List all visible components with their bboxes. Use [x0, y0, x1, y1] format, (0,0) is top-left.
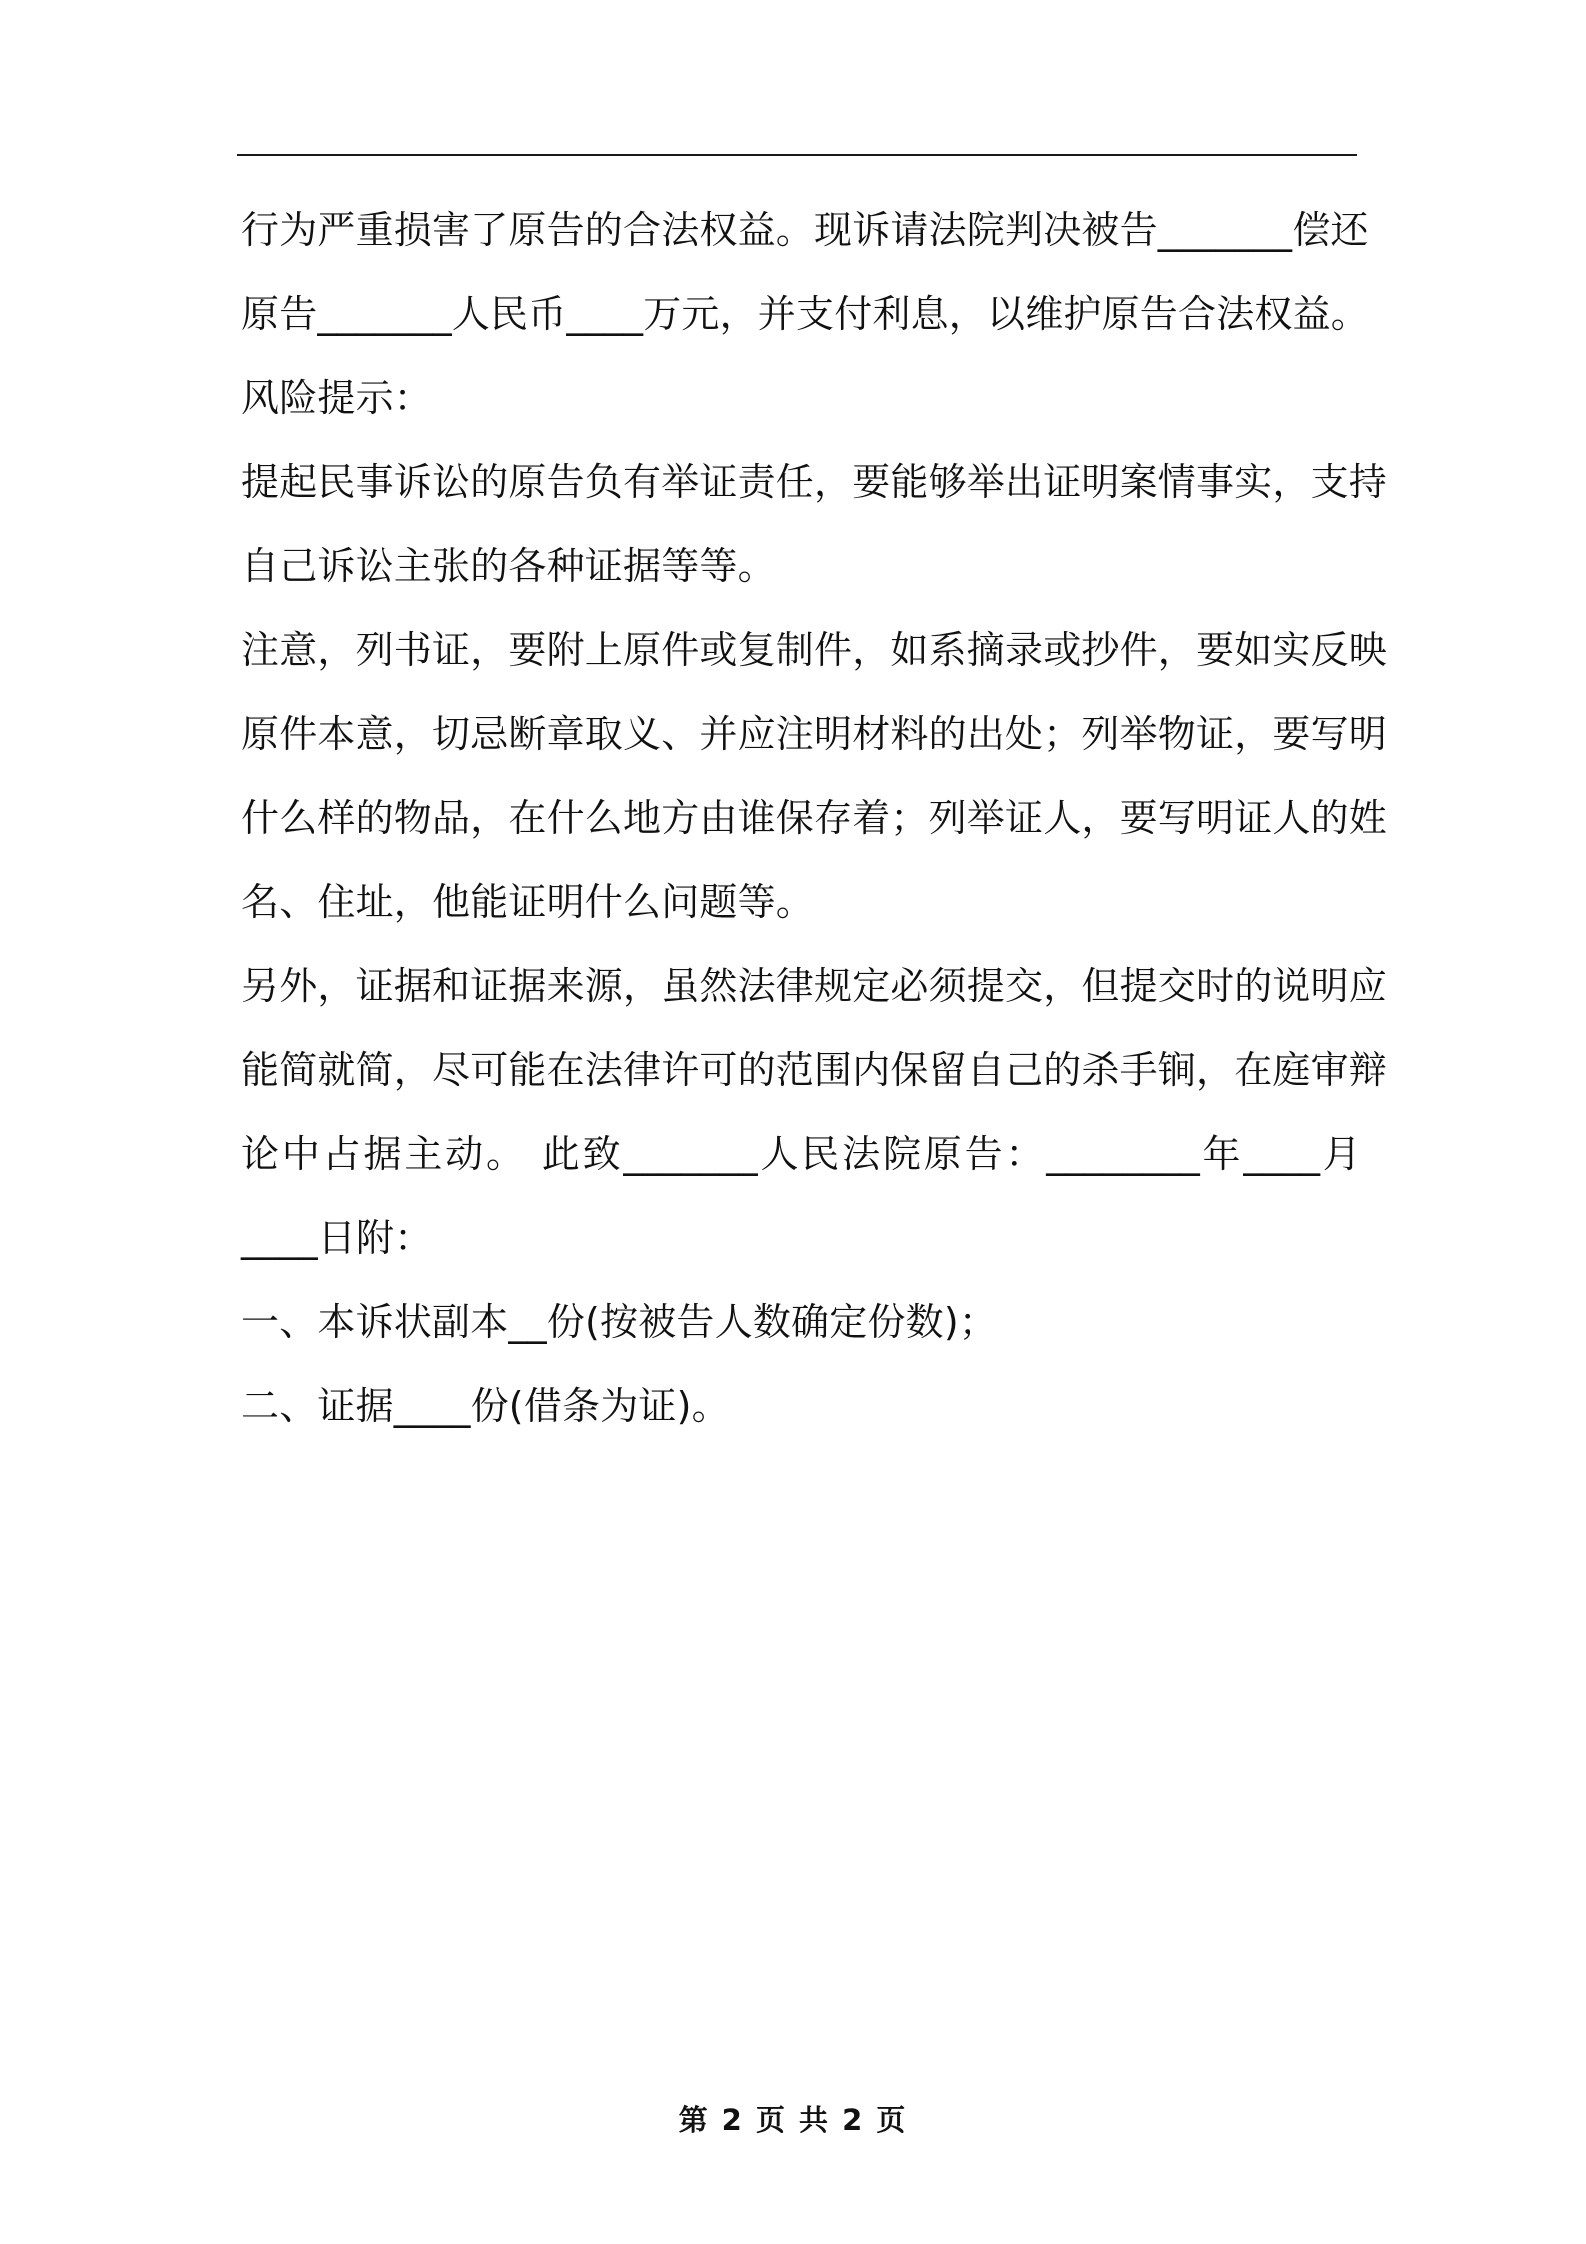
- document-body: [241, 188, 1388, 1448]
- paragraph-line: 什么样的物品，在什么地方由谁保存着；列举证人，要写明证人的姓: [241, 796, 1388, 840]
- paragraph-line: 论中占据主动。 此致_______人民法院原告：________年____月: [241, 1132, 1361, 1176]
- paragraph-line: ____日附：: [241, 1216, 433, 1260]
- header-divider: [237, 154, 1357, 156]
- paragraph-line: 名、住址，他能证明什么问题等。: [241, 880, 815, 924]
- attachment-item: 一、本诉状副本__份(按被告人数确定份数)；: [241, 1300, 998, 1344]
- paragraph-line: 原告_______人民币____万元，并支付利息，以维护原告合法权益。: [241, 292, 1370, 336]
- paragraph-line: 注意，列书证，要附上原件或复制件，如系摘录或抄件，要如实反映: [241, 628, 1388, 672]
- paragraph-line: 提起民事诉讼的原告负有举证责任，要能够举出证明案情事实，支持: [241, 460, 1388, 504]
- section-heading: 风险提示：: [241, 376, 433, 420]
- paragraph-line: 自己诉讼主张的各种证据等等。: [241, 544, 776, 588]
- attachment-item: 二、证据____份(借条为证)。: [241, 1384, 730, 1428]
- paragraph-line: 行为严重损害了原告的合法权益。现诉请法院判决被告_______偿还: [241, 208, 1369, 252]
- paragraph-line: 能简就简，尽可能在法律许可的范围内保留自己的杀手锏，在庭审辩: [241, 1048, 1388, 1092]
- page-number-footer: 第 2 页 共 2 页: [678, 2103, 908, 2137]
- paragraph-line: 原件本意，切忌断章取义、并应注明材料的出处；列举物证，要写明: [241, 712, 1388, 756]
- paragraph-line: 另外，证据和证据来源，虽然法律规定必须提交，但提交时的说明应: [241, 964, 1388, 1008]
